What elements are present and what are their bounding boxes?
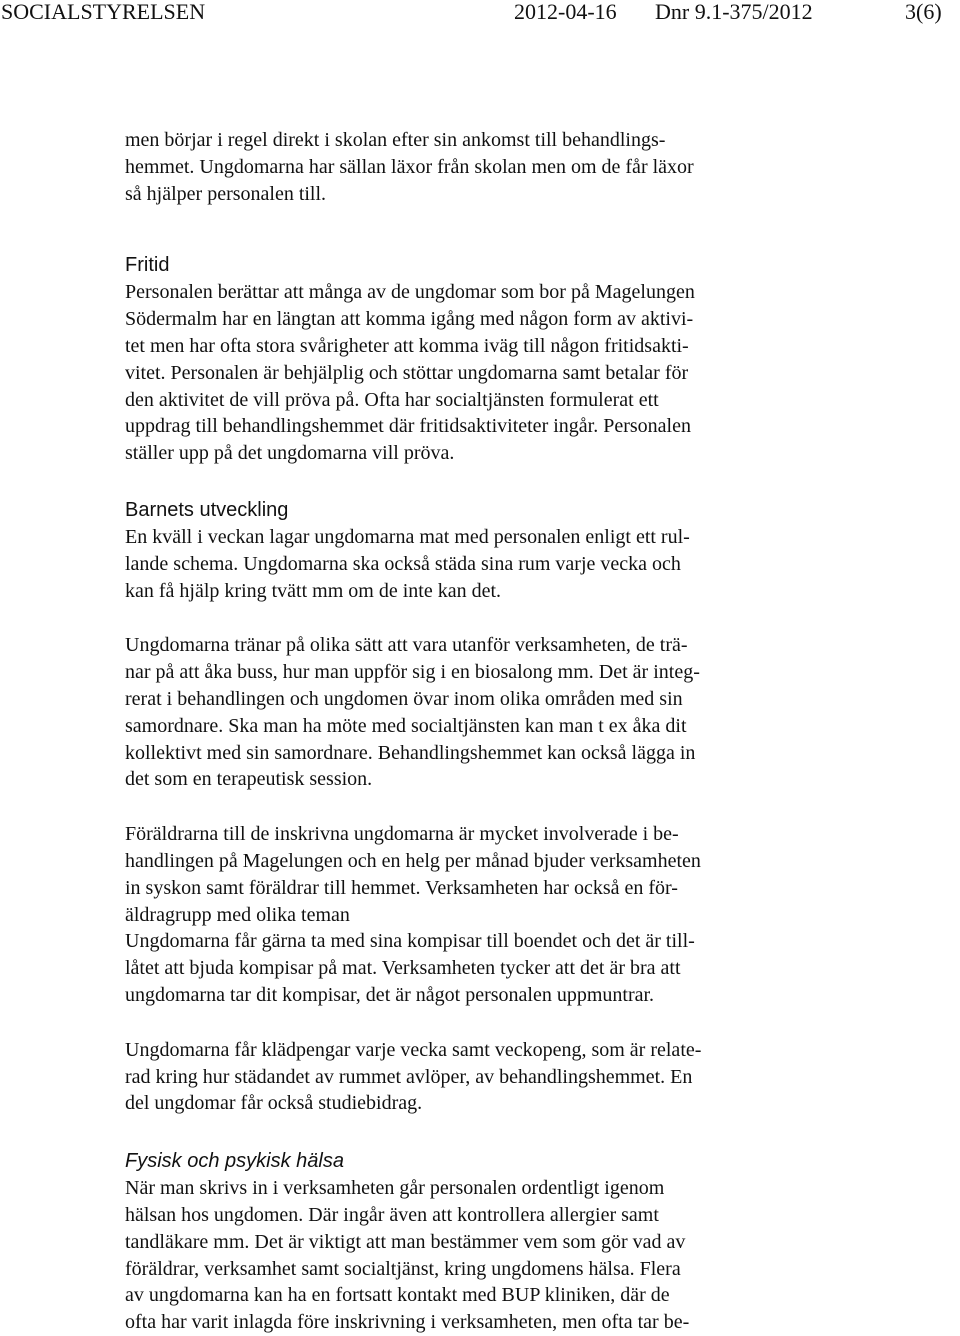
utveckling-paragraph-2: Ungdomarna tränar på olika sätt att vara utanför verksamheten, de trä- nar på att åka buss, hur man uppför sig i en biosalong mm. Det är integ- rerat i behandlingen och ungdomen övar inom olika områden med sin samordnare. Ska man ha möte med socialtjänsten kan man t ex åka dit kollektivt med sin samordnare. Behandlingshemmet kan också lägga in det som en terapeutisk session. [125, 634, 700, 791]
halsa-paragraph: När man skrivs in i verksamheten går personalen ordentligt igenom hälsan hos ungdomen. Där ingår även att kontrollera allergier samt tandläkare mm. Det är viktigt att man bestämmer vem som gör vad av föräldrar, verksamhet samt socialtjänst, kring ungdomens hälsa. Flera av ungdomarna kan ha en fortsatt kontakt med BUP kliniken, där de ofta har varit inlagda före inskrivning i verksamheten, men ofta tar be- [125, 1177, 690, 1334]
utveckling-paragraph-1: En kväll i veckan lagar ungdomarna mat med personalen enligt ett rul- lande schema. Ungdomarna ska också städa sina rum varje vecka och kan få hjälp kring tvätt mm om de inte kan det. [125, 525, 690, 602]
document-number: Dnr 9.1-375/2012 [655, 0, 813, 24]
section-heading-halsa: Fysisk och psykisk hälsa [125, 1150, 344, 1173]
page-number: 3(6) [905, 0, 942, 24]
intro-paragraph: men börjar i regel direkt i skolan efter sin ankomst till behandlings- hemmet. Ungdomarna har sällan läxor från skolan men om de får läxor så hjälper personalen till. [125, 129, 694, 205]
document-body [125, 127, 825, 1336]
utveckling-paragraph-4: Ungdomarna får klädpengar varje vecka samt veckopeng, som är relate- rad kring hur städandet av rummet avlöper, av behandlingshemmet. En del ungdomar får också studiebidrag. [125, 1038, 702, 1115]
section-heading-barnets-utveckling: Barnets utveckling [125, 498, 289, 521]
organization-name: SOCIALSTYRELSEN [1, 0, 206, 24]
document-date: 2012-04-16 [514, 0, 617, 24]
section-heading-fritid: Fritid [125, 254, 170, 277]
utveckling-paragraph-3: Föräldrarna till de inskrivna ungdomarna är mycket involverade i be- handlingen på Magelungen och en helg per månad bjuder verksamheten in syskon samt föräldrar till hemmet. Verksamheten har också en för- äldragrupp med olika teman Ungdomarna får gärna ta med sina kompisar till boendet och det är till- låtet att bjuda kompisar på mat. Verksamheten tycker att det är bra att ungdomarna tar dit kompisar, det är något personalen uppmuntrar. [125, 823, 701, 1006]
page-header [0, 0, 960, 24]
fritid-paragraph: Personalen berättar att många av de ungdomar som bor på Magelungen Södermalm har en längtan att komma igång med någon form av aktivi- tet men har ofta stora svårigheter att komma iväg till någon fritidsakti- vitet. Personalen är behjälplig och stöttar ungdomarna samt betalar för den aktivitet de vill pröva på. Ofta har socialtjänsten formulerat ett uppdrag till behandlingshemmet där fritidsaktiviteter ingår. Personalen ställer upp på det ungdomarna vill pröva. [125, 281, 695, 465]
